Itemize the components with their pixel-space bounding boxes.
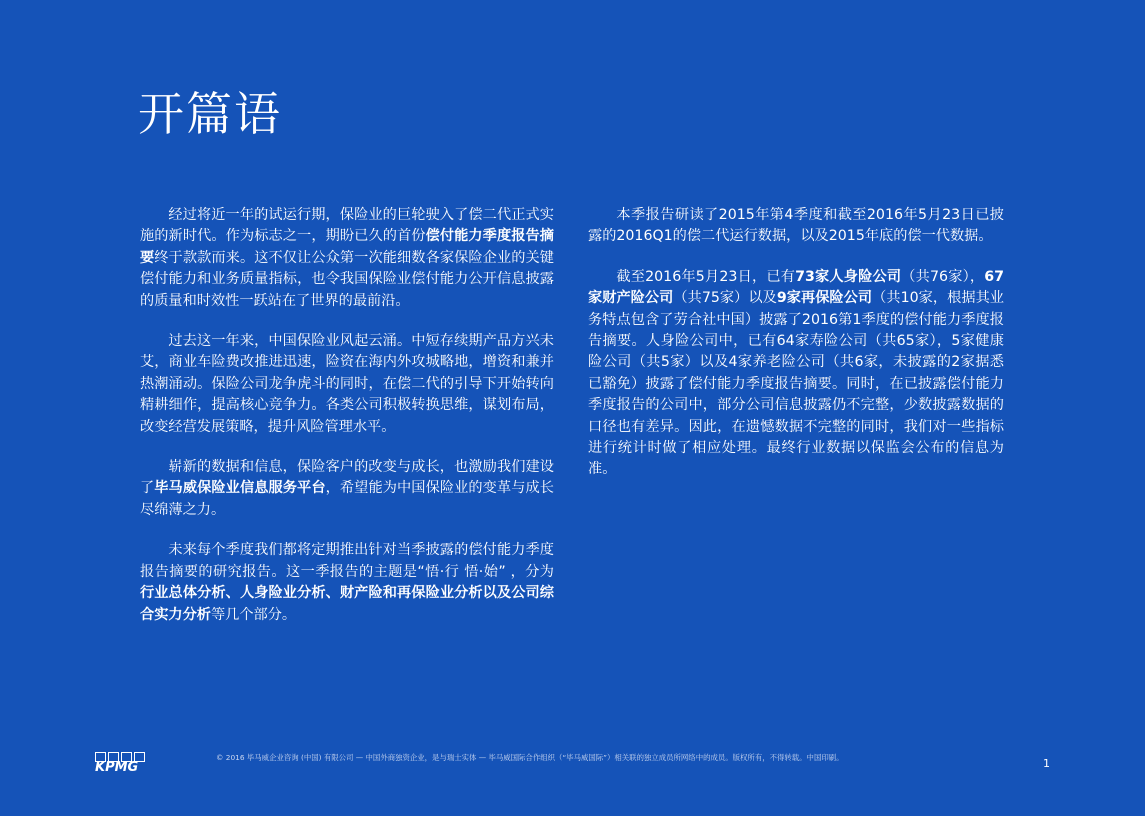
paragraph-data-scope: 本季报告研读了2015年第4季度和截至2016年5月23日已披露的2016Q1的偿二代运行数据，以及2015年底的偿一代数据。 xyxy=(588,207,1004,245)
paragraph-report-structure: 未来每个季度我们都将定期推出针对当季披露的偿付能力季度报告摘要的研究报告。这一季报告的主题是“悟·行 悟·始” ，分为行业总体分析、人身险业分析、财产险和再保险业分析以及公司综合实力分析等几个部分。 xyxy=(140,542,554,623)
right-column xyxy=(588,205,1004,500)
left-column xyxy=(140,205,554,645)
highlight-pc-insurers: 67家财产险公司 xyxy=(588,268,1004,307)
highlight-report-summary: 偿付能力季度报告摘要 xyxy=(140,228,554,266)
paragraph-intro: 经过将近一年的试运行期，保险业的巨轮驶入了偿二代正式实施的新时代。作为标志之一，期盼已久的首份偿付能力季度报告摘要终于款款而来。这不仅让公众第一次能细数各家保险企业的关键偿付能力和业务质量指标，也令我国保险业偿付能力公开信息披露的质量和时效性一跃站在了世界的最前沿。 xyxy=(140,207,554,309)
highlight-report-sections: 行业总体分析、人身险业分析、财产险和再保险业分析以及公司综合实力分析 xyxy=(140,585,554,623)
paragraph-industry-review: 过去这一年来，中国保险业风起云涌。中短存续期产品方兴未艾，商业车险费改推进迅速，险资在海内外攻城略地，增资和兼并热潮涌动。保险公司龙争虎斗的同时，在偿二代的引导下开始转向精耕细作，提高核心竞争力。各类公司积极转换思维，谋划布局，改变经营发展策略，提升风险管理水平。 xyxy=(140,333,554,435)
highlight-life-insurers: 73家人身险公司 xyxy=(795,268,902,285)
highlight-reinsurers: 9家再保险公司 xyxy=(776,290,873,307)
page-number: 1 xyxy=(1043,757,1050,770)
kpmg-logo xyxy=(95,752,149,774)
paragraph-platform: 崭新的数据和信息，保险客户的改变与成长，也激励我们建设了毕马威保险业信息服务平台，希望能为中国保险业的变革与成长尽绵薄之力。 xyxy=(140,459,554,518)
logo-wordmark: KPMG xyxy=(95,760,139,775)
page-title: 开篇语 xyxy=(138,87,282,141)
highlight-platform-name: 毕马威保险业信息服务平台 xyxy=(154,480,326,497)
paragraph-disclosure-stats: 截至2016年5月23日，已有73家人身险公司（共76家），67家财产险公司（共75家）以及9家再保险公司（共10家，根据其业务特点包含了劳合社中国）披露了2016第1季度的偿付能力季度报告摘要。人身险公司中，已有64家寿险公司（共65家），5家健康险公司（共5家）以及4家养老险公司（共6家，未披露的2家据悉已豁免）披露了偿付能力季度报告摘要。同时，在已披露偿付能力季度报告的公司中，部分公司信息披露仍不完整，少数披露数据的口径也有差异。因此，在遗憾数据不完整的同时，我们对一些指标进行统计时做了相应处理。最终行业数据以保监会公布的信息为准。 xyxy=(588,268,1004,478)
copyright-notice: © 2016 毕马威企业咨询 (中国) 有限公司 — 中国外商独资企业，是与瑞士实体 — 毕马威国际合作组织（“毕马威国际”）相关联的独立成员所网络中的成员。版权所有，不得转载。中国印刷。 xyxy=(216,753,844,762)
